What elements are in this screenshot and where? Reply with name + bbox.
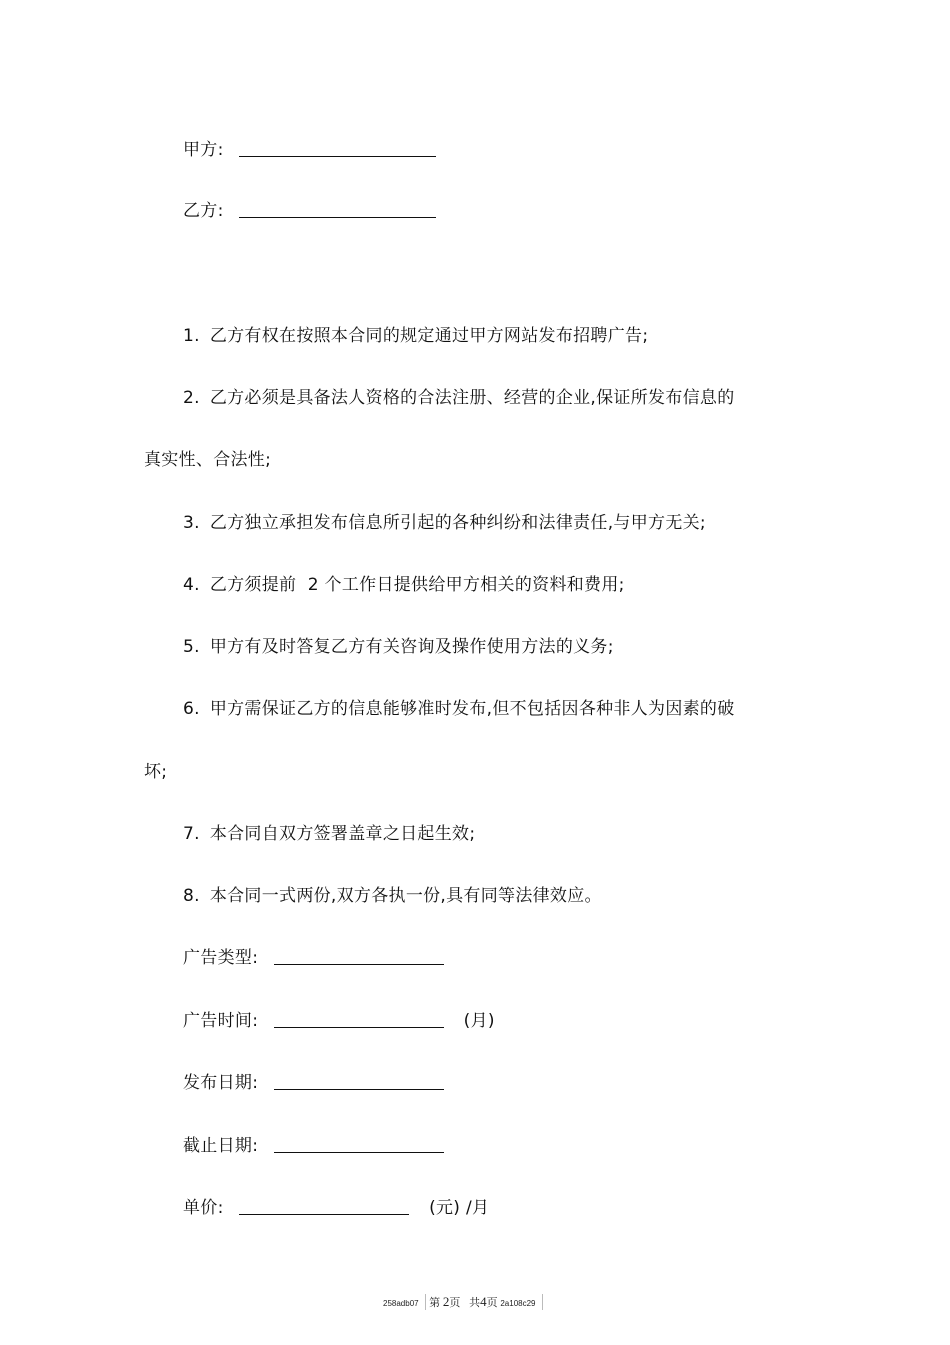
clause-7 <box>183 823 475 845</box>
clause-1 <box>183 325 648 347</box>
clause-text: 乙方独立承担发布信息所引起的各种纠纷和法律责任,与甲方无关; <box>209 513 706 533</box>
clause-3 <box>183 512 706 534</box>
clause-5 <box>183 636 614 658</box>
ad-time-blank <box>274 1011 444 1028</box>
footer-page-suffix: 页 <box>449 1297 461 1309</box>
footer-code-left: 258adb07 <box>383 1299 419 1308</box>
ad-type-blank <box>274 948 444 965</box>
footer-code-right: 2a108c29 <box>500 1299 536 1308</box>
footer-divider <box>542 1294 543 1310</box>
clause-2 <box>183 387 735 409</box>
party-b-line <box>183 200 436 222</box>
clause-number: 5. <box>183 637 200 657</box>
clause-text: 坏; <box>144 762 168 782</box>
footer-page-prefix: 第 <box>429 1297 441 1309</box>
party-a-label: 甲方: <box>183 140 224 160</box>
price-line <box>183 1197 489 1219</box>
page-footer <box>383 1294 543 1310</box>
footer-total-prefix: 共 <box>469 1297 481 1309</box>
clause-text: 甲方需保证乙方的信息能够准时发布,但不包括因各种非人为因素的破 <box>209 699 735 719</box>
clause-number: 2. <box>183 388 200 408</box>
ad-type-label: 广告类型: <box>183 948 259 968</box>
clause-4 <box>183 574 625 596</box>
footer-total-suffix: 页 <box>486 1297 498 1309</box>
price-label: 单价: <box>183 1198 224 1218</box>
clause-8 <box>183 885 602 907</box>
footer-divider <box>425 1294 426 1310</box>
clause-6-continuation <box>144 761 167 783</box>
clause-number: 1. <box>183 326 200 346</box>
clause-6 <box>183 698 735 720</box>
clause-number: 6. <box>183 699 200 719</box>
ad-time-line <box>183 1010 495 1032</box>
clause-text: 真实性、合法性; <box>144 450 272 470</box>
party-b-blank <box>239 201 436 218</box>
clause-text: 乙方必须是具备法人资格的合法注册、经营的企业,保证所发布信息的 <box>209 388 735 408</box>
footer-total-number: 4 <box>480 1294 487 1309</box>
clause-text: 乙方有权在按照本合同的规定通过甲方网站发布招聘广告; <box>209 326 649 346</box>
footer-page-number: 2 <box>442 1294 450 1309</box>
publish-date-line <box>183 1072 444 1094</box>
publish-date-blank <box>274 1073 444 1090</box>
price-blank <box>239 1198 409 1215</box>
party-a-blank <box>239 140 436 157</box>
clause-text: 本合同一式两份,双方各执一份,具有同等法律效应。 <box>209 886 602 906</box>
clause-number: 7. <box>183 824 200 844</box>
clause-text: 甲方有及时答复乙方有关咨询及操作使用方法的义务; <box>209 637 614 657</box>
clause-number: 8. <box>183 886 200 906</box>
deadline-line <box>183 1135 444 1157</box>
ad-time-label: 广告时间: <box>183 1011 259 1031</box>
clause-number: 3. <box>183 513 200 533</box>
ad-time-unit: (月) <box>463 1011 495 1031</box>
clause-number: 4. <box>183 575 200 595</box>
publish-date-label: 发布日期: <box>183 1073 259 1093</box>
clause-text: 本合同自双方签署盖章之日起生效; <box>209 824 476 844</box>
deadline-blank <box>274 1136 444 1153</box>
party-a-line <box>183 139 436 161</box>
ad-type-line <box>183 947 444 969</box>
clause-2-continuation <box>144 449 271 471</box>
price-unit: (元) /月 <box>429 1198 490 1218</box>
clause-text: 乙方须提前 2 个工作日提供给甲方相关的资料和费用; <box>209 575 625 595</box>
deadline-label: 截止日期: <box>183 1136 259 1156</box>
party-b-label: 乙方: <box>183 201 224 221</box>
